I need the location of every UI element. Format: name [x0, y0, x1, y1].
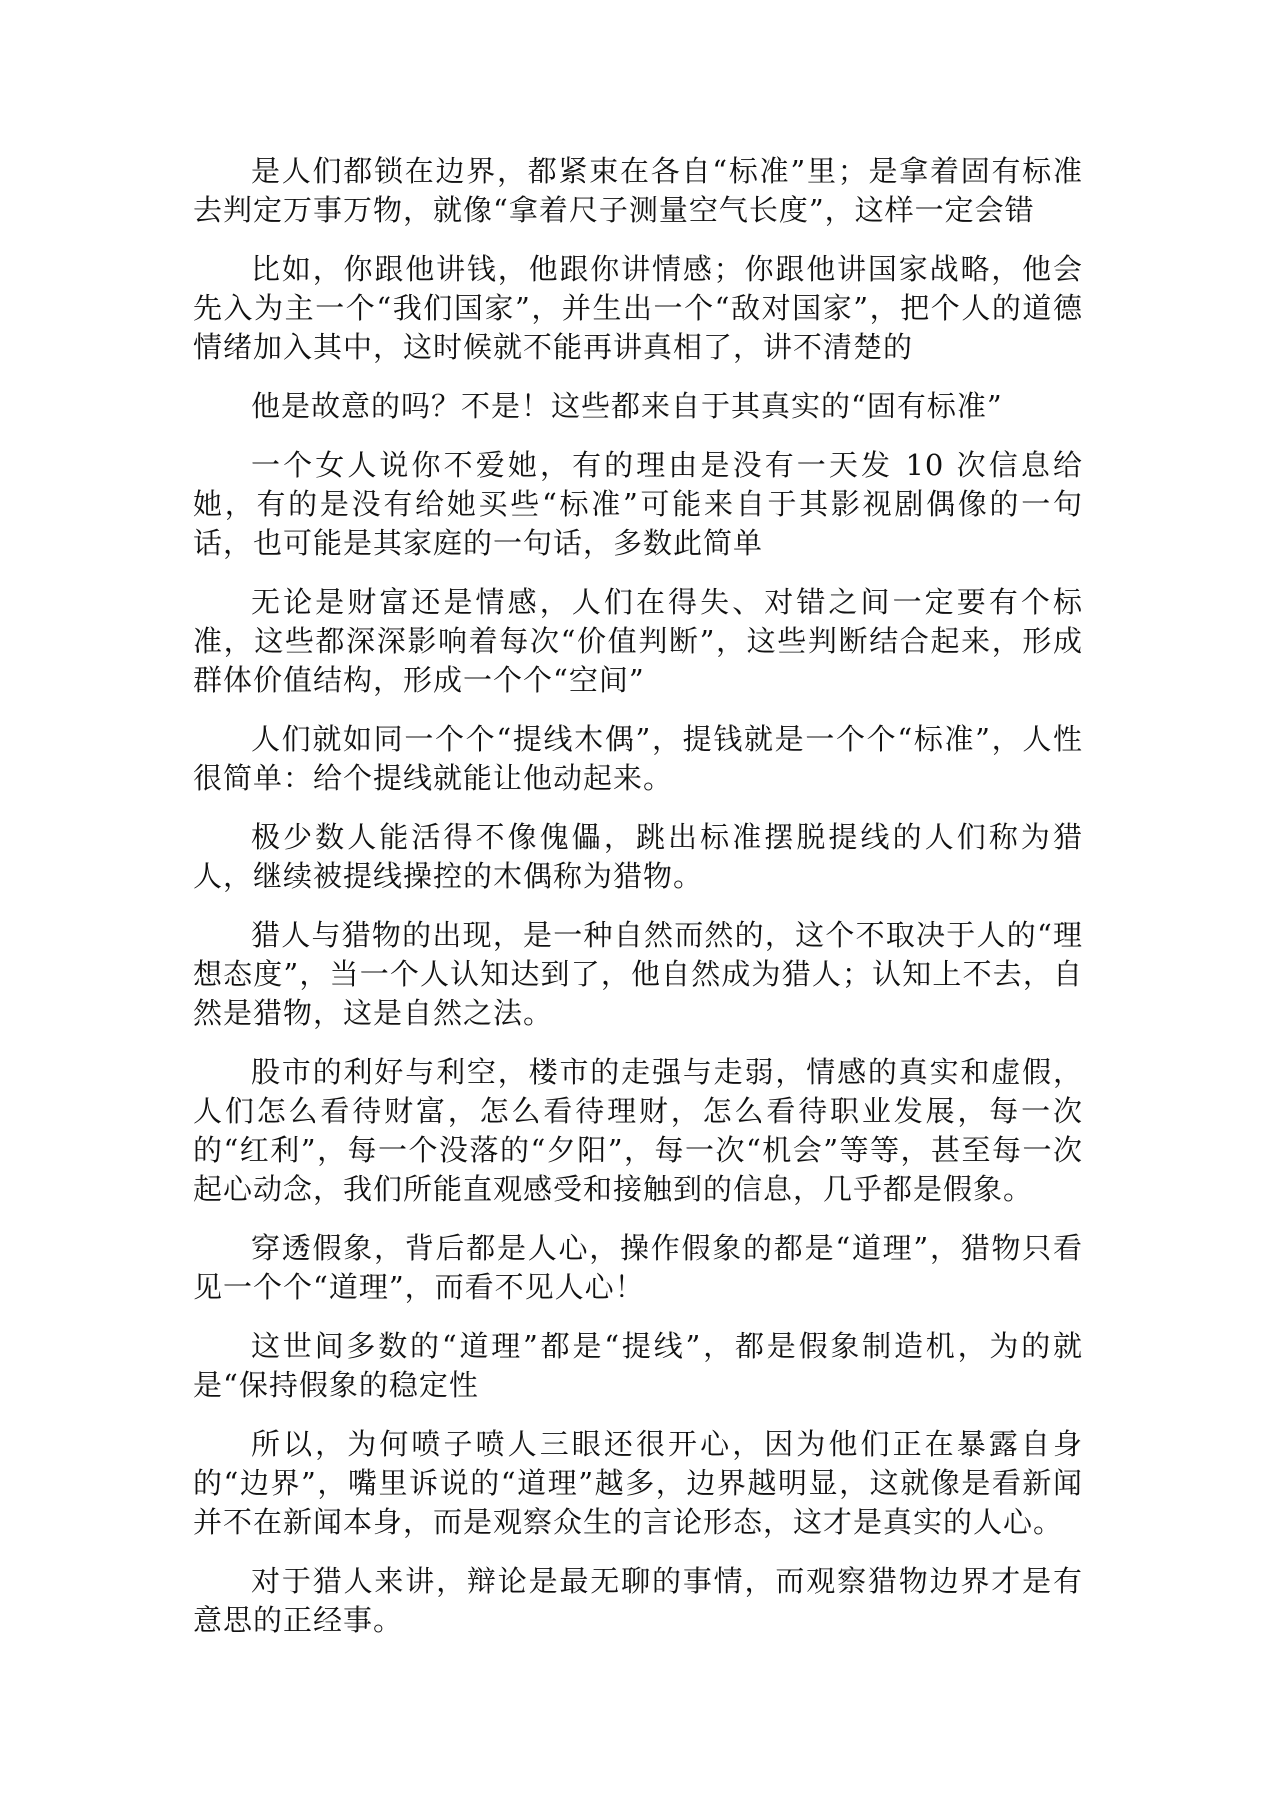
paragraph-1: 是人们都锁在边界，都紧束在各自“标准”里；是拿着固有标准去判定万事万物，就像“拿着尺子测量空气长度”，这样一定会错 — [193, 154, 1083, 227]
paragraph-10: 穿透假象，背后都是人心，操作假象的都是“道理”，猎物只看见一个个“道理”，而看不见人心！ — [193, 1231, 1083, 1304]
document-body — [193, 152, 1083, 1660]
paragraph-7: 极少数人能活得不像傀儡，跳出标准摆脱提线的人们称为猎人，继续被提线操控的木偶称为猎物。 — [193, 820, 1083, 893]
paragraph-4: 一个女人说你不爱她，有的理由是没有一天发 10 次信息给她，有的是没有给她买些“标准”可能来自于其影视剧偶像的一句话，也可能是其家庭的一句话，多数此简单 — [193, 448, 1083, 560]
paragraph-12: 所以，为何喷子喷人三眼还很开心，因为他们正在暴露自身的“边界”，嘴里诉说的“道理”越多，边界越明显，这就像是看新闻并不在新闻本身，而是观察众生的言论形态，这才是真实的人心。 — [193, 1427, 1083, 1539]
paragraph-6: 人们就如同一个个“提线木偶”，提钱就是一个个“标准”，人性很简单：给个提线就能让他动起来。 — [193, 722, 1083, 795]
paragraph-3: 他是故意的吗？不是！这些都来自于其真实的“固有标准” — [251, 389, 1003, 423]
paragraph-2: 比如，你跟他讲钱，他跟你讲情感；你跟他讲国家战略，他会先入为主一个“我们国家”，并生出一个“敌对国家”，把个人的道德情绪加入其中，这时候就不能再讲真相了，讲不清楚的 — [193, 252, 1083, 364]
paragraph-5: 无论是财富还是情感，人们在得失、对错之间一定要有个标准，这些都深深影响着每次“价值判断”，这些判断结合起来，形成群体价值结构，形成一个个“空间” — [193, 585, 1083, 697]
paragraph-8: 猎人与猎物的出现，是一种自然而然的，这个不取决于人的“理想态度”，当一个人认知达到了，他自然成为猎人；认知上不去，自然是猎物，这是自然之法。 — [193, 918, 1083, 1030]
paragraph-9: 股市的利好与利空，楼市的走强与走弱，情感的真实和虚假，人们怎么看待财富，怎么看待理财，怎么看待职业发展，每一次的“红利”，每一个没落的“夕阳”，每一次“机会”等等，甚至每一次起心动念，我们所能直观感受和接触到的信息，几乎都是假象。 — [193, 1055, 1083, 1206]
paragraph-11: 这世间多数的“道理”都是“提线”，都是假象制造机，为的就是“保持假象的稳定性 — [193, 1329, 1083, 1402]
paragraph-13: 对于猎人来讲，辩论是最无聊的事情，而观察猎物边界才是有意思的正经事。 — [193, 1564, 1083, 1637]
